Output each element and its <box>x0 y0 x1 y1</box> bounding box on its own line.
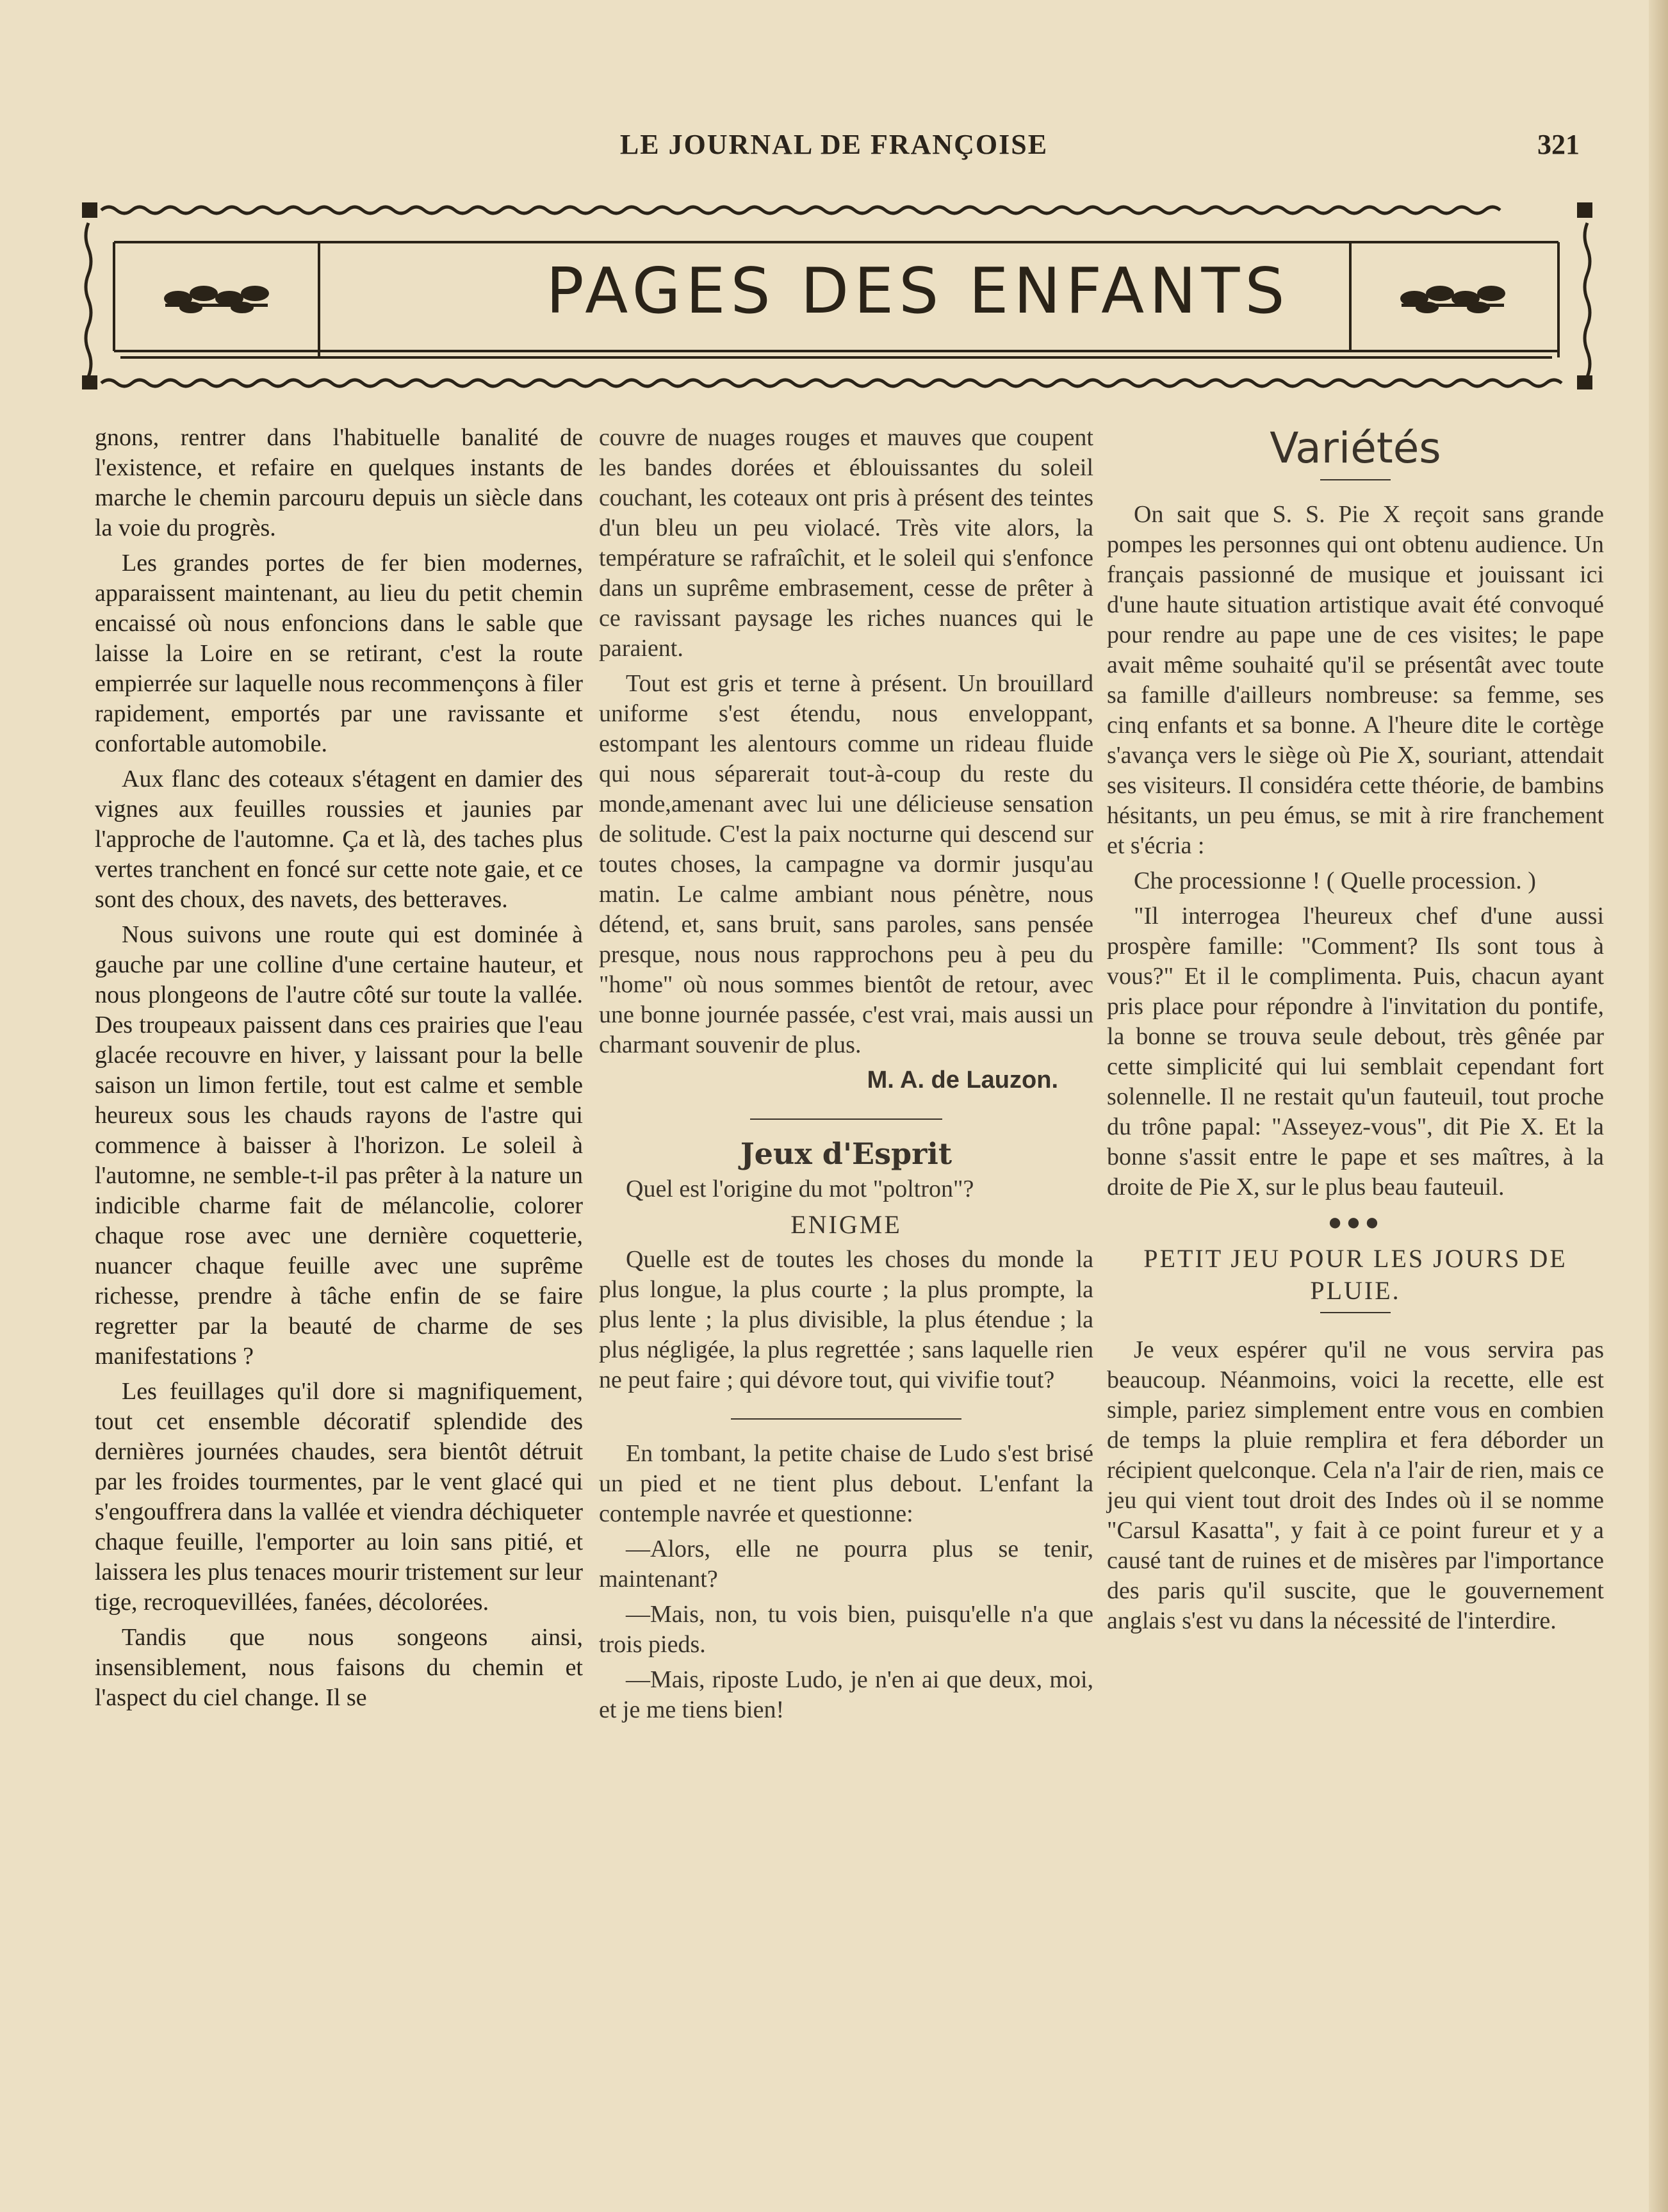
col1-paragraph: Les grandes portes de fer bien modernes, apparaissent maintenant, au lieu du petit chemin encaissé où nous enfoncions dans le sable que laisse la Loire en se retirant, c'est la route empierrée sur laquelle nous recommençons à filer rapidement, emportés par une ravissante et confortable automobile. <box>95 550 583 757</box>
journal-title: LE JOURNAL DE FRANÇOISE <box>619 129 1049 160</box>
section-divider <box>731 1418 961 1420</box>
jeux-title: Jeux d'Esprit <box>740 1136 953 1171</box>
col2-paragraph: couvre de nuages rouges et mauves que coupent les bandes dorées et éblouissantes du soleil couchant, les coteaux ont pris à présent des teintes d'un bleu un peu violacé. Très vite alors, la température se rafraîchit, et le soleil qui s'enfonce dans un suprême embrasement, cesse de prêter à ce ravissant paysage les riches nuances qui le paraient. <box>599 424 1093 662</box>
col1-paragraph: gnons, rentrer dans l'habituelle banalité de l'existence, et refaire en quelques instants de marche le chemin parcouru depuis un siècle dans la voie du progrès. <box>95 424 583 541</box>
dots-separator: ●●● <box>1327 1209 1384 1236</box>
petit-jeu-title: PETIT JEU POUR LES JOURS DE PLUIE. <box>1143 1244 1567 1305</box>
enigme-title: ENIGME <box>790 1210 902 1239</box>
title-underline <box>1320 479 1391 480</box>
story-paragraph: En tombant, la petite chaise de Ludo s'est brisé un pied et ne tient plus debout. L'enfant la contemple navrée et questionne: <box>599 1440 1093 1527</box>
varietes-paragraph: On sait que S. S. Pie X reçoit sans grande pompes les personnes qui ont obtenu audience. Un français passionné de musique et jouissant ici d'une haute situation artistique avait été convoqué pour rendre au pape une de ces visites; le pape avait même souhaité qu'il se présentât avec toute sa famille d'ailleurs nombreuse: sa femme, ses cinq enfants et sa bonne. A l'heure dite le cortège s'avança vers le siège où Pie X, souriant, attendait ses visiteurs. Il considéra cette théorie, de bambins hésitants, un peu émus, se mit à rire franchement et s'écria : <box>1107 501 1604 859</box>
story-paragraph: —Mais, non, tu vois bien, puisqu'elle n'a que trois pieds. <box>599 1601 1093 1658</box>
column-2 <box>599 423 1093 1730</box>
varietes-paragraph: Che processionne ! ( Quelle procession. ) <box>1134 867 1536 894</box>
varietes-title: Variétés <box>1270 423 1441 473</box>
leaf-ornament-left <box>164 286 269 313</box>
column-3 <box>1107 423 1604 1641</box>
varietes-paragraph: "Il interrogea l'heureux chef d'une aussi prospère famille: "Comment? Ils sont tous à vous?" Et il le complimenta. Puis, chacun ayant pris place pour répondre à l'invitation du pontife, la bonne se trouva seule debout, très gênée par cette simplicité qui lui semblait cependant fort solennelle. Il ne restait qu'un fauteuil, tout proche du trône papal: "Asseyez-vous", dit Pie X. Et la bonne s'assit entre le pape et ses maîtres, à la droite de Pie X, sur le plus beau fauteuil. <box>1107 903 1604 1200</box>
author-signature: M. A. de Lauzon. <box>867 1067 1058 1094</box>
banner-title: PAGES DES ENFANTS <box>546 255 1290 328</box>
col2-paragraph: Tout est gris et terne à présent. Un brouillard uniforme s'est étendu, nous enveloppant, estompant les alentours comme un rideau fluide qui nous séparerait tout-à-coup du reste du monde,amenant avec lui une délicieuse sensation de solitude. C'est la paix nocturne qui descend sur toutes choses, la campagne va dormir jusqu'au matin. Le calme ambiant nous pénètre, nous détend, et, sans bruit, sans paroles, sans pensée presque, nous nous rapprochons peu à peu du "home" où nous sommes bientôt de retour, avec une bonne journée passée, c'est vrai, mais aussi un charmant souvenir de plus. <box>599 670 1093 1058</box>
enigme-text: Quelle est de toutes les choses du monde la plus longue, la plus courte ; la plus prompte, la plus lente ; la plus divisible, la plus étendue ; la plus négligée, la plus regrettée ; sans laquelle rien ne peut faire ; qui dévore tout, qui vivifie tout? <box>599 1246 1093 1393</box>
col1-paragraph: Les feuillages qu'il dore si magnifiquement, tout cet ensemble décoratif splendide des dernières journées chaudes, sera bientôt détruit par les froides tourmentes, par le vent glacé qui s'engouffrera dans la vallée et viendra déchiqueter chaque feuille, l'emporter au loin sans pitié, et laissera les plus tenaces mourir tristement sur leur tige, recroquevillées, fanées, décolorées. <box>95 1378 583 1616</box>
column-1 <box>95 423 583 1718</box>
col1-paragraph: Aux flanc des coteaux s'étagent en damier des vignes aux feuilles roussies et jaunies par l'approche de l'automne. Ça et là, des taches plus vertes tranchent en foncé sur cette note gaie, et ce sont des choux, des navets, des betteraves. <box>95 766 583 913</box>
col1-paragraph: Tandis que nous songeons ainsi, insensiblement, nous faisons du chemin et l'aspect du ciel change. Il se <box>95 1624 583 1711</box>
page-number: 321 <box>1537 129 1580 160</box>
story-paragraph: —Mais, riposte Ludo, je n'en ai que deux, moi, et je me tiens bien! <box>599 1666 1093 1723</box>
story-paragraph: —Alors, elle ne pourra plus se tenir, maintenant? <box>599 1536 1093 1593</box>
title-underline <box>1320 1312 1391 1313</box>
page-edge-shadow <box>1649 0 1668 2212</box>
section-divider <box>750 1118 942 1120</box>
petit-jeu-text: Je veux espérer qu'il ne vous servira pas beaucoup. Néanmoins, voici la recette, elle est simple, pariez simplement entre vous en combien de temps la pluie remplira et fera déborder un récipient quelconque. Cela n'a l'air de rien, mais ce jeu qui vient tout droit des Indes où il se nomme "Carsul Kasatta", y fait à ce point fureur et y a causé tant de ruines et de misères par l'importance des paris qu'il suscite, que le gouvernement anglais s'est vu dans la nécessité de l'interdire. <box>1107 1336 1604 1634</box>
section-banner <box>82 197 1592 389</box>
col1-paragraph: Nous suivons une route qui est dominée à gauche par une colline d'une certaine hauteur, et nous plongeons de l'autre côté sur toute la vallée. Des troupeaux paissent dans ces prairies que l'eau glacée recouvre en hiver, y laissant pour la belle saison un limon fertile, tout est calme et semble heureux sous les chauds rayons de l'astre qui commence à baisser à l'horizon. Le soleil à l'automne, ne semble-t-il pas prêter à la nature un indicible charme fait de mélancolie, colorer chaque rose avec une dernière coquetterie, nuancer chaque feuille avec une suprême richesse, prendre à tâche enfin de se faire regretter par la beauté de charme de ses manifestations ? <box>95 921 583 1370</box>
jeux-question: Quel est l'origine du mot "poltron"? <box>626 1176 974 1202</box>
